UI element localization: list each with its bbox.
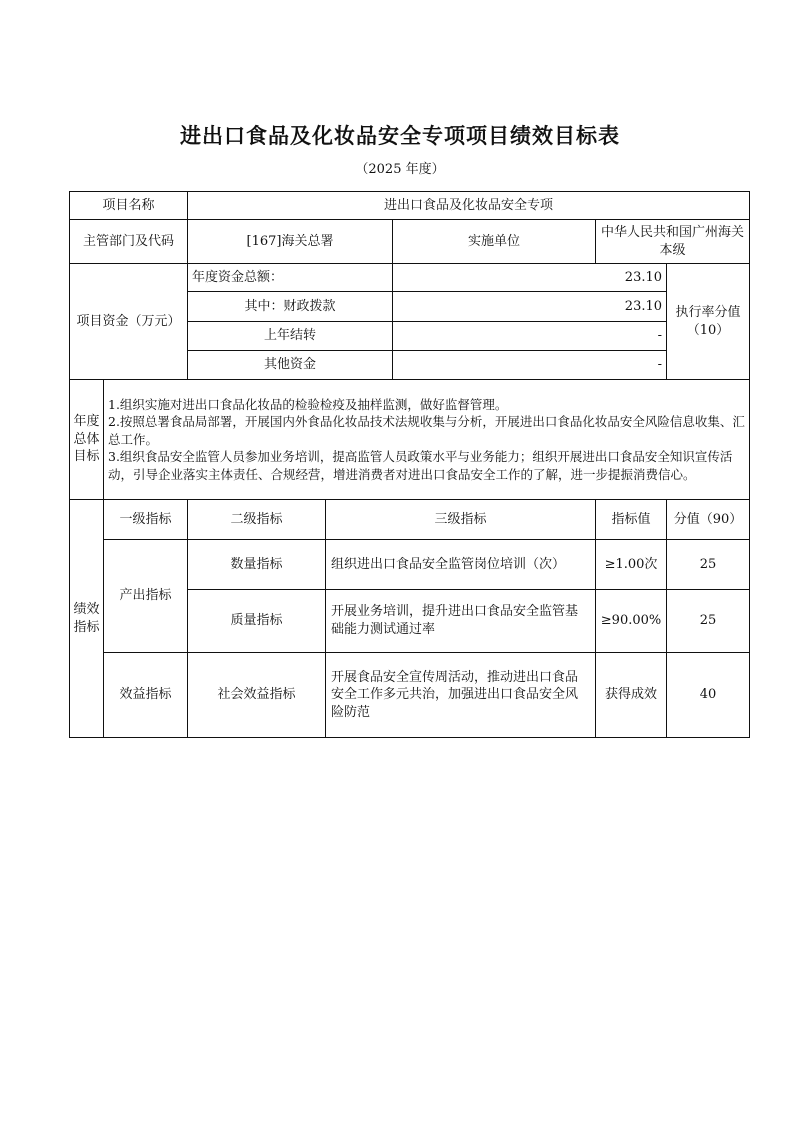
- indicator-score: 25: [667, 590, 750, 653]
- header-level1: 一级指标: [104, 500, 188, 540]
- dept-label: 主管部门及代码: [70, 220, 188, 264]
- header-level3: 三级指标: [326, 500, 596, 540]
- indicator-level2: 数量指标: [188, 540, 326, 590]
- indicator-level3: 组织进出口食品安全监管岗位培训（次）: [326, 540, 596, 590]
- page-subtitle: （2025 年度）: [355, 162, 445, 177]
- indicator-level2: 社会效益指标: [188, 653, 326, 738]
- indicator-value: ≥90.00%: [596, 590, 667, 653]
- indicator-level2: 质量指标: [188, 590, 326, 653]
- indicator-value: ≥1.00次: [596, 540, 667, 590]
- fiscal-funds-label: 其中：财政拨款: [188, 292, 393, 322]
- other-funds-label: 其他资金: [188, 351, 393, 380]
- indicator-level3: 开展业务培训，提升进出口食品安全监管基础能力测试通过率: [326, 590, 596, 653]
- indicator-level3: 开展食品安全宣传周活动，推动进出口食品安全工作多元共治，加强进出口食品安全风险防范: [326, 653, 596, 738]
- header-score: 分值（90）: [667, 500, 750, 540]
- carryover-funds-value: -: [393, 322, 667, 351]
- goal-item: 2.按照总署食品局部署，开展国内外食品化妆品技术法规收集与分析，开展进出口食品化妆品安全风险信息收集、汇总工作。: [108, 414, 745, 447]
- indicator-score: 25: [667, 540, 750, 590]
- annual-goals-content: [104, 380, 750, 500]
- indicator-score: 40: [667, 653, 750, 738]
- project-name-label: 项目名称: [70, 192, 188, 220]
- funds-label: 项目资金（万元）: [70, 264, 188, 380]
- dept-value: [167]海关总署: [188, 220, 393, 264]
- page-title: 进出口食品及化妆品安全专项项目绩效目标表: [180, 124, 620, 148]
- goal-item: 1.组织实施对进出口食品化妆品的检验检疫及抽样监测，做好监督管理。: [108, 396, 508, 412]
- project-name-value: 进出口食品及化妆品安全专项: [188, 192, 750, 220]
- performance-target-table: [69, 191, 750, 738]
- header-level2: 二级指标: [188, 500, 326, 540]
- fiscal-funds-value: 23.10: [393, 292, 667, 322]
- benefit-indicator-label: 效益指标: [104, 653, 188, 738]
- annual-funds-value: 23.10: [393, 264, 667, 292]
- indicators-label: 绩效指标: [70, 500, 104, 738]
- impl-unit-label: 实施单位: [393, 220, 596, 264]
- annual-goals-label: 年度总体目标: [70, 380, 104, 500]
- exec-rate-label: 执行率分值（10）: [667, 264, 750, 380]
- impl-unit-value: 中华人民共和国广州海关本级: [596, 220, 750, 264]
- annual-funds-label: 年度资金总额：: [188, 264, 393, 292]
- goal-item: 3.组织食品安全监管人员参加业务培训，提高监管人员政策水平与业务能力；组织开展进出口食品安全知识宣传活动，引导企业落实主体责任、合规经营，增进消费者对进出口食品安全工作的了解，进一步提振消费信心。: [108, 449, 733, 482]
- header-value: 指标值: [596, 500, 667, 540]
- indicator-value: 获得成效: [596, 653, 667, 738]
- carryover-funds-label: 上年结转: [188, 322, 393, 351]
- other-funds-value: -: [393, 351, 667, 380]
- output-indicator-label: 产出指标: [104, 540, 188, 653]
